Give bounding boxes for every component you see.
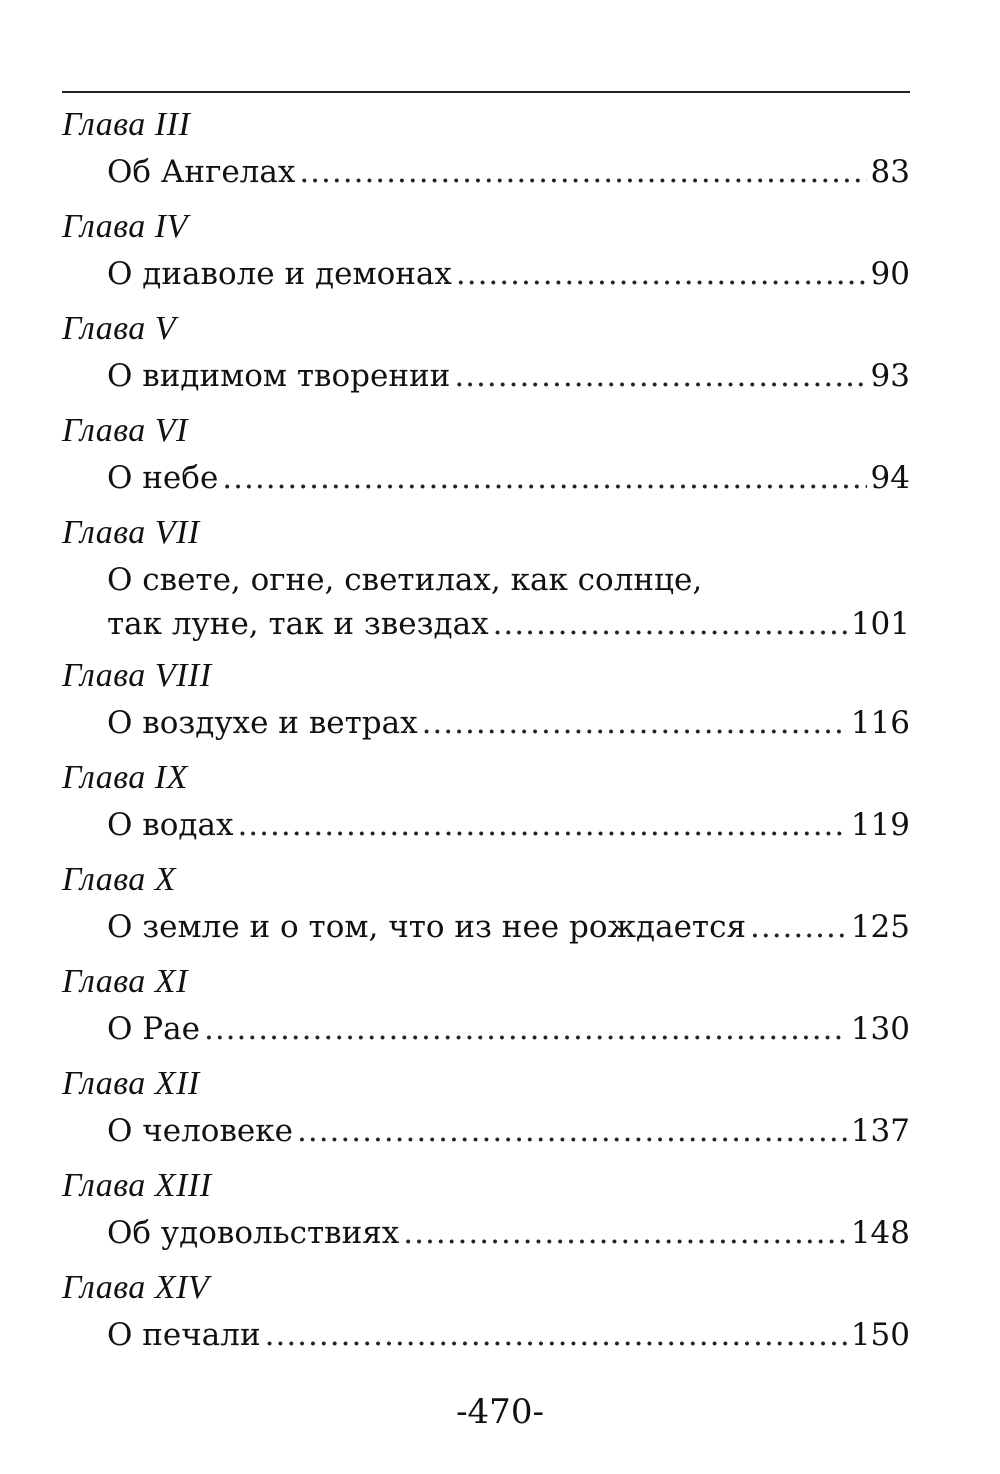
chapter-title-line1: О свете, огне, светилах, как солнце, [107,562,703,598]
page-ref: 150 [850,1317,910,1353]
dot-leader [265,1313,847,1357]
chapter-label: Глава XIV [62,1269,210,1306]
toc-line [107,602,910,646]
dot-leader [403,1211,847,1255]
chapter-title: О земле и о том, что из нее рождается [107,909,746,945]
toc-line [107,1109,910,1153]
toc-entry [62,304,910,406]
chapter-label: Глава XIII [62,1167,212,1204]
dot-leader [493,602,847,646]
chapter-label: Глава X [62,861,177,898]
toc-line [107,1007,910,1051]
page-number: -470- [456,1392,544,1432]
dot-leader [297,1109,847,1153]
chapter-title: О человеке [107,1113,293,1149]
chapter-title: О печали [107,1317,261,1353]
page-ref: 130 [850,1011,910,1047]
chapter-label: Глава III [62,106,191,143]
toc-line [107,905,910,949]
chapter-label: Глава XI [62,963,188,1000]
page-ref: 94 [870,460,910,496]
chapter-title: О видимом творении [107,358,451,394]
toc-entry [62,100,910,202]
page-ref: 148 [850,1215,910,1251]
chapter-label: Глава VI [62,412,188,449]
chapter-title: О небе [107,460,219,496]
toc-entry [62,855,910,957]
toc-entry [62,1161,910,1263]
chapter-label: Глава IX [62,759,188,796]
toc-line [107,252,910,296]
chapter-title: О водах [107,807,234,843]
page-ref: 101 [850,606,910,642]
header-rule [62,91,910,93]
page-ref: 90 [870,256,910,292]
toc-entry [62,1263,910,1365]
dot-leader [456,252,867,296]
dot-leader [204,1007,847,1051]
dot-leader [454,354,866,398]
toc-line [107,803,910,847]
chapter-title: так луне, так и звездах [107,606,489,642]
dot-leader [299,150,866,194]
toc-line [107,1313,910,1357]
page-ref: 93 [870,358,910,394]
toc-line [107,1211,910,1255]
page-ref: 125 [850,909,910,945]
toc-entry [62,1059,910,1161]
toc-entry [62,406,910,508]
chapter-label: Глава V [62,310,177,347]
toc-entry [62,202,910,304]
chapter-title: О диаволе и демонах [107,256,452,292]
chapter-label: Глава VII [62,514,200,551]
table-of-contents [62,100,910,1365]
toc-line [107,150,910,194]
dot-leader [237,803,846,847]
dot-leader [222,456,866,500]
chapter-title: О Рае [107,1011,200,1047]
page-ref: 137 [850,1113,910,1149]
toc-line [107,354,910,398]
chapter-label: Глава IV [62,208,188,245]
chapter-title: Об Ангелах [107,154,296,190]
chapter-title: О воздухе и ветрах [107,705,418,741]
page-ref: 83 [870,154,910,190]
chapter-title: Об удовольствиях [107,1215,400,1251]
chapter-label: Глава VIII [62,657,212,694]
dot-leader [750,905,847,949]
toc-entry [62,651,910,753]
toc-entry [62,508,910,651]
toc-entry [62,753,910,855]
chapter-label: Глава XII [62,1065,200,1102]
dot-leader [422,701,847,745]
page-ref: 119 [850,807,910,843]
toc-line [107,701,910,745]
toc-line [107,456,910,500]
page-ref: 116 [850,705,910,741]
toc-entry [62,957,910,1059]
